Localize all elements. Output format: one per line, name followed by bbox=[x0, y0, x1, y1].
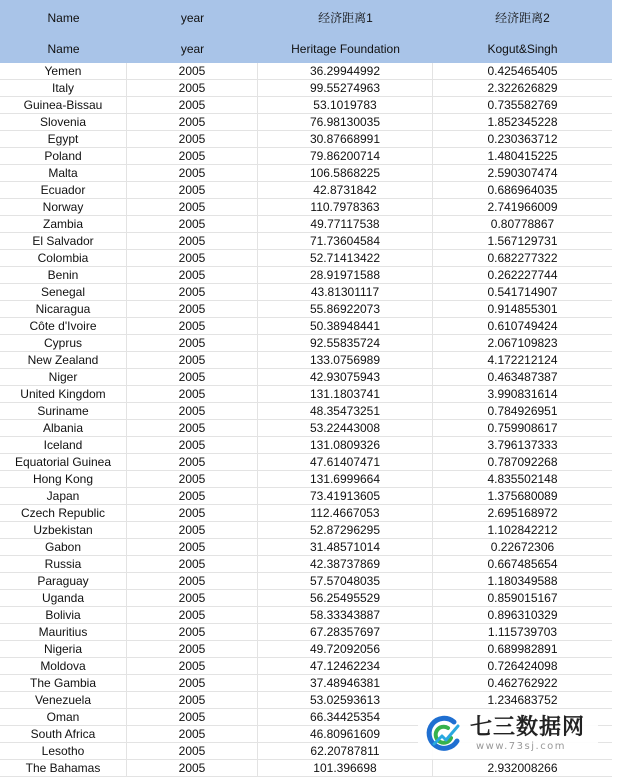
cell-kogut-singh[interactable]: 0.759908617 bbox=[487, 421, 558, 435]
cell-kogut-singh[interactable]: 0.462762922 bbox=[487, 676, 558, 690]
cell-kogut-singh[interactable]: 3.796137333 bbox=[487, 438, 558, 452]
cell-heritage-foundation[interactable]: 112.4667053 bbox=[258, 505, 433, 521]
cell-kogut-singh[interactable]: 0.262227744 bbox=[487, 268, 558, 282]
cell-year[interactable]: 2005 bbox=[127, 318, 258, 334]
cell-heritage-foundation[interactable]: 131.1803741 bbox=[258, 386, 433, 402]
cell-name[interactable]: Niger bbox=[0, 369, 127, 385]
table-row bbox=[0, 471, 612, 488]
cell-heritage-foundation[interactable]: 62.20787811 bbox=[258, 743, 433, 759]
cell-kogut-singh[interactable]: 1.480415225 bbox=[487, 149, 558, 163]
cell-heritage-foundation[interactable]: 42.93075943 bbox=[258, 369, 433, 385]
cell-kogut-singh[interactable]: 1.180349588 bbox=[487, 574, 558, 588]
cell-kogut-singh[interactable]: 2.590307474 bbox=[487, 166, 558, 180]
sheet-edge bbox=[612, 0, 618, 780]
cell-heritage-foundation[interactable]: 52.87296295 bbox=[258, 522, 433, 538]
cell-heritage-foundation[interactable]: 49.77117538 bbox=[258, 216, 433, 232]
cell-kogut-singh[interactable]: 0.80778867 bbox=[490, 217, 555, 231]
header-year-en[interactable]: year bbox=[180, 42, 205, 56]
cell-name[interactable]: Italy bbox=[0, 80, 127, 96]
table-row bbox=[0, 607, 612, 624]
table-row bbox=[0, 114, 612, 131]
cell-year[interactable]: 2005 bbox=[127, 743, 258, 759]
table-row bbox=[0, 250, 612, 267]
header-row-english bbox=[0, 40, 612, 58]
cell-name[interactable]: Gabon bbox=[0, 539, 127, 555]
cell-name[interactable]: Poland bbox=[0, 148, 127, 164]
cell-heritage-foundation[interactable]: 66.34425354 bbox=[258, 709, 433, 725]
cell-name[interactable]: Nigeria bbox=[0, 641, 127, 657]
cell-name[interactable]: Venezuela bbox=[0, 692, 127, 708]
cell-heritage-foundation[interactable]: 36.29944992 bbox=[258, 63, 433, 79]
cell-name[interactable]: Hong Kong bbox=[0, 471, 127, 487]
table-row bbox=[0, 573, 612, 590]
table-row bbox=[0, 641, 612, 658]
cell-year[interactable]: 2005 bbox=[127, 437, 258, 453]
cell-name[interactable]: Zambia bbox=[0, 216, 127, 232]
cell-heritage-foundation[interactable]: 48.35473251 bbox=[258, 403, 433, 419]
cell-heritage-foundation[interactable]: 53.02593613 bbox=[258, 692, 433, 708]
cell-kogut-singh[interactable]: 2.322626829 bbox=[487, 81, 558, 95]
cell-heritage-foundation[interactable]: 110.7978363 bbox=[258, 199, 433, 215]
cell-kogut-singh[interactable]: 0.541714907 bbox=[487, 285, 558, 299]
cell-kogut-singh[interactable]: 0.230363712 bbox=[487, 132, 558, 146]
cell-name[interactable]: Nicaragua bbox=[0, 301, 127, 317]
cell-heritage-foundation[interactable]: 56.25495529 bbox=[258, 590, 433, 606]
table-row bbox=[0, 692, 612, 709]
table-header bbox=[0, 0, 612, 63]
cell-name[interactable]: Senegal bbox=[0, 284, 127, 300]
table-row bbox=[0, 369, 612, 386]
cell-kogut-singh[interactable]: 2.067109823 bbox=[487, 336, 558, 350]
cell-kogut-singh[interactable]: 0.787092268 bbox=[487, 455, 558, 469]
cell-year[interactable]: 2005 bbox=[127, 522, 258, 538]
table-row bbox=[0, 556, 612, 573]
cell-kogut-singh[interactable]: 0.784926951 bbox=[487, 404, 558, 418]
table-row bbox=[0, 420, 612, 437]
cell-heritage-foundation[interactable]: 106.5868225 bbox=[258, 165, 433, 181]
cell-heritage-foundation[interactable]: 73.41913605 bbox=[258, 488, 433, 504]
cell-heritage-foundation[interactable]: 67.28357697 bbox=[258, 624, 433, 640]
cell-heritage-foundation[interactable]: 55.86922073 bbox=[258, 301, 433, 317]
cell-kogut-singh[interactable]: 0.667485654 bbox=[487, 557, 558, 571]
header-row-chinese bbox=[0, 9, 612, 27]
cell-name[interactable]: Paraguay bbox=[0, 573, 127, 589]
cell-name[interactable]: Mauritius bbox=[0, 624, 127, 640]
cell-heritage-foundation[interactable]: 49.72092056 bbox=[258, 641, 433, 657]
table-row bbox=[0, 658, 612, 675]
table-row bbox=[0, 403, 612, 420]
cell-heritage-foundation[interactable]: 101.396698 bbox=[258, 760, 433, 776]
cell-kogut-singh[interactable]: 1.115739703 bbox=[487, 625, 558, 639]
cell-name[interactable]: Ecuador bbox=[0, 182, 127, 198]
cell-year[interactable]: 2005 bbox=[127, 284, 258, 300]
cell-year[interactable]: 2005 bbox=[127, 675, 258, 691]
cell-kogut-singh[interactable]: 1.852345228 bbox=[487, 115, 558, 129]
cell-name[interactable]: Japan bbox=[0, 488, 127, 504]
cell-year[interactable]: 2005 bbox=[127, 556, 258, 572]
cell-kogut-singh[interactable]: 0.610749424 bbox=[487, 319, 558, 333]
cell-name[interactable]: Bolivia bbox=[0, 607, 127, 623]
header-name[interactable]: Name bbox=[47, 11, 80, 25]
cell-year[interactable]: 2005 bbox=[127, 216, 258, 232]
watermark bbox=[418, 709, 598, 759]
cell-kogut-singh[interactable]: 3.990831614 bbox=[487, 387, 558, 401]
table-row bbox=[0, 148, 612, 165]
cell-kogut-singh[interactable]: 1.375680089 bbox=[487, 489, 558, 503]
cell-year[interactable]: 2005 bbox=[127, 420, 258, 436]
cell-heritage-foundation[interactable]: 42.8731842 bbox=[258, 182, 433, 198]
cell-kogut-singh[interactable]: 1.567129731 bbox=[487, 234, 558, 248]
cell-year[interactable]: 2005 bbox=[127, 726, 258, 742]
cell-heritage-foundation[interactable]: 133.0756989 bbox=[258, 352, 433, 368]
header-distance-2[interactable]: 经济距离2 bbox=[495, 11, 550, 25]
cell-name[interactable]: Guinea-Bissau bbox=[0, 97, 127, 113]
cell-kogut-singh[interactable]: 0.463487387 bbox=[487, 370, 558, 384]
cell-heritage-foundation[interactable]: 53.22443008 bbox=[258, 420, 433, 436]
cell-year[interactable]: 2005 bbox=[127, 573, 258, 589]
header-kogut-singh[interactable]: Kogut&Singh bbox=[487, 42, 558, 56]
cell-name[interactable]: Norway bbox=[0, 199, 127, 215]
table-row bbox=[0, 539, 612, 556]
cell-kogut-singh[interactable]: 0.735582769 bbox=[487, 98, 558, 112]
cell-heritage-foundation[interactable]: 52.71413422 bbox=[258, 250, 433, 266]
cell-heritage-foundation[interactable]: 79.86200714 bbox=[258, 148, 433, 164]
cell-heritage-foundation[interactable]: 43.81301117 bbox=[258, 284, 433, 300]
cell-year[interactable]: 2005 bbox=[127, 80, 258, 96]
cell-year[interactable]: 2005 bbox=[127, 760, 258, 776]
cell-name[interactable]: Uzbekistan bbox=[0, 522, 127, 538]
cell-name[interactable]: New Zealand bbox=[0, 352, 127, 368]
header-distance-1[interactable]: 经济距离1 bbox=[318, 11, 373, 25]
cell-kogut-singh[interactable]: 0.425465405 bbox=[487, 64, 558, 78]
cell-heritage-foundation[interactable]: 46.80961609 bbox=[258, 726, 433, 742]
cell-kogut-singh[interactable]: 0.859015167 bbox=[487, 591, 558, 605]
cell-year[interactable]: 2005 bbox=[127, 165, 258, 181]
cell-year[interactable]: 2005 bbox=[127, 233, 258, 249]
cell-name[interactable]: Moldova bbox=[0, 658, 127, 674]
cell-name[interactable]: Suriname bbox=[0, 403, 127, 419]
cell-kogut-singh[interactable]: 4.172212124 bbox=[487, 353, 558, 367]
cell-kogut-singh[interactable]: 0.682277322 bbox=[487, 251, 558, 265]
cell-name[interactable]: United Kingdom bbox=[0, 386, 127, 402]
cell-name[interactable]: Czech Republic bbox=[0, 505, 127, 521]
table-row bbox=[0, 63, 612, 80]
cell-name[interactable]: The Gambia bbox=[0, 675, 127, 691]
table-row bbox=[0, 284, 612, 301]
table-row bbox=[0, 165, 612, 182]
header-year[interactable]: year bbox=[180, 11, 205, 25]
table-row bbox=[0, 505, 612, 522]
cell-heritage-foundation[interactable]: 58.33343887 bbox=[258, 607, 433, 623]
cell-kogut-singh[interactable]: 0.686964035 bbox=[487, 183, 558, 197]
cell-year[interactable]: 2005 bbox=[127, 505, 258, 521]
cell-heritage-foundation[interactable]: 53.1019783 bbox=[258, 97, 433, 113]
cell-kogut-singh[interactable]: 2.932008266 bbox=[487, 761, 558, 775]
cell-year[interactable]: 2005 bbox=[127, 607, 258, 623]
table-row bbox=[0, 488, 612, 505]
cell-name[interactable]: Colombia bbox=[0, 250, 127, 266]
table-row bbox=[0, 301, 612, 318]
cell-heritage-foundation[interactable]: 76.98130035 bbox=[258, 114, 433, 130]
cell-heritage-foundation[interactable]: 47.12462234 bbox=[258, 658, 433, 674]
cell-heritage-foundation[interactable]: 57.57048035 bbox=[258, 573, 433, 589]
cell-year[interactable]: 2005 bbox=[127, 97, 258, 113]
cell-year[interactable]: 2005 bbox=[127, 539, 258, 555]
table-row bbox=[0, 386, 612, 403]
cell-year[interactable]: 2005 bbox=[127, 131, 258, 147]
watermark-logo-icon bbox=[424, 714, 464, 754]
cell-name[interactable]: South Africa bbox=[0, 726, 127, 742]
cell-heritage-foundation[interactable]: 99.55274963 bbox=[258, 80, 433, 96]
table-row bbox=[0, 199, 612, 216]
cell-heritage-foundation[interactable]: 37.48946381 bbox=[258, 675, 433, 691]
table-row bbox=[0, 80, 612, 97]
cell-heritage-foundation[interactable]: 28.91971588 bbox=[258, 267, 433, 283]
cell-year[interactable]: 2005 bbox=[127, 386, 258, 402]
table-row bbox=[0, 675, 612, 692]
cell-year[interactable]: 2005 bbox=[127, 182, 258, 198]
cell-name[interactable]: Egypt bbox=[0, 131, 127, 147]
cell-heritage-foundation[interactable]: 42.38737869 bbox=[258, 556, 433, 572]
cell-year[interactable]: 2005 bbox=[127, 369, 258, 385]
table-row bbox=[0, 437, 612, 454]
cell-year[interactable]: 2005 bbox=[127, 624, 258, 640]
table-row bbox=[0, 318, 612, 335]
table-row bbox=[0, 182, 612, 199]
cell-year[interactable]: 2005 bbox=[127, 590, 258, 606]
table-body bbox=[0, 63, 612, 777]
table-row bbox=[0, 216, 612, 233]
table-row bbox=[0, 760, 612, 777]
watermark-text bbox=[470, 715, 585, 753]
cell-year[interactable]: 2005 bbox=[127, 114, 258, 130]
cell-name[interactable]: Oman bbox=[0, 709, 127, 725]
cell-heritage-foundation[interactable]: 92.55835724 bbox=[258, 335, 433, 351]
cell-year[interactable]: 2005 bbox=[127, 403, 258, 419]
cell-year[interactable]: 2005 bbox=[127, 267, 258, 283]
cell-name[interactable]: Yemen bbox=[0, 63, 127, 79]
watermark-url: www.73sj.com bbox=[476, 741, 567, 752]
cell-year[interactable]: 2005 bbox=[127, 63, 258, 79]
cell-kogut-singh[interactable]: 0.689982891 bbox=[487, 642, 558, 656]
cell-heritage-foundation[interactable]: 131.0809326 bbox=[258, 437, 433, 453]
cell-name[interactable]: Uganda bbox=[0, 590, 127, 606]
table-row bbox=[0, 97, 612, 114]
table-row bbox=[0, 233, 612, 250]
cell-name[interactable]: Malta bbox=[0, 165, 127, 181]
cell-year[interactable]: 2005 bbox=[127, 335, 258, 351]
cell-name[interactable]: El Salvador bbox=[0, 233, 127, 249]
header-name-en[interactable]: Name bbox=[47, 42, 80, 56]
cell-kogut-singh[interactable]: 1.102842212 bbox=[487, 523, 558, 537]
table-row bbox=[0, 624, 612, 641]
cell-year[interactable]: 2005 bbox=[127, 301, 258, 317]
cell-year[interactable]: 2005 bbox=[127, 250, 258, 266]
cell-year[interactable]: 2005 bbox=[127, 148, 258, 164]
cell-heritage-foundation[interactable]: 50.38948441 bbox=[258, 318, 433, 334]
cell-year[interactable]: 2005 bbox=[127, 352, 258, 368]
cell-name[interactable]: Côte d'Ivoire bbox=[0, 318, 127, 334]
table-row bbox=[0, 335, 612, 352]
cell-year[interactable]: 2005 bbox=[127, 641, 258, 657]
cell-name[interactable]: Cyprus bbox=[0, 335, 127, 351]
cell-name[interactable]: Lesotho bbox=[0, 743, 127, 759]
cell-name[interactable]: Slovenia bbox=[0, 114, 127, 130]
cell-year[interactable]: 2005 bbox=[127, 454, 258, 470]
cell-heritage-foundation[interactable]: 47.61407471 bbox=[258, 454, 433, 470]
cell-year[interactable]: 2005 bbox=[127, 709, 258, 725]
table-row bbox=[0, 267, 612, 284]
cell-kogut-singh[interactable]: 0.896310329 bbox=[487, 608, 558, 622]
table-row bbox=[0, 131, 612, 148]
table-row bbox=[0, 454, 612, 471]
cell-heritage-foundation[interactable]: 30.87668991 bbox=[258, 131, 433, 147]
cell-name[interactable]: Benin bbox=[0, 267, 127, 283]
cell-name[interactable]: Russia bbox=[0, 556, 127, 572]
cell-year[interactable]: 2005 bbox=[127, 199, 258, 215]
cell-name[interactable]: Albania bbox=[0, 420, 127, 436]
cell-year[interactable]: 2005 bbox=[127, 488, 258, 504]
cell-kogut-singh[interactable]: 4.835502148 bbox=[487, 472, 558, 486]
cell-kogut-singh[interactable]: 0.726424098 bbox=[487, 659, 558, 673]
cell-name[interactable]: The Bahamas bbox=[0, 760, 127, 776]
table-row bbox=[0, 352, 612, 369]
cell-kogut-singh[interactable]: 0.22672306 bbox=[490, 540, 555, 554]
cell-kogut-singh[interactable]: 2.741966009 bbox=[487, 200, 558, 214]
cell-kogut-singh[interactable]: 1.234683752 bbox=[487, 693, 558, 707]
cell-name[interactable]: Equatorial Guinea bbox=[0, 454, 127, 470]
cell-kogut-singh[interactable]: 0.914855301 bbox=[487, 302, 558, 316]
cell-name[interactable]: Iceland bbox=[0, 437, 127, 453]
table-row bbox=[0, 590, 612, 607]
cell-heritage-foundation[interactable]: 71.73604584 bbox=[258, 233, 433, 249]
cell-year[interactable]: 2005 bbox=[127, 471, 258, 487]
table-row bbox=[0, 522, 612, 539]
header-heritage-foundation[interactable]: Heritage Foundation bbox=[291, 42, 400, 56]
cell-heritage-foundation[interactable]: 131.6999664 bbox=[258, 471, 433, 487]
cell-heritage-foundation[interactable]: 31.48571014 bbox=[258, 539, 433, 555]
cell-year[interactable]: 2005 bbox=[127, 692, 258, 708]
cell-kogut-singh[interactable]: 2.695168972 bbox=[487, 506, 558, 520]
watermark-title: 七三数据网 bbox=[470, 715, 586, 740]
cell-year[interactable]: 2005 bbox=[127, 658, 258, 674]
